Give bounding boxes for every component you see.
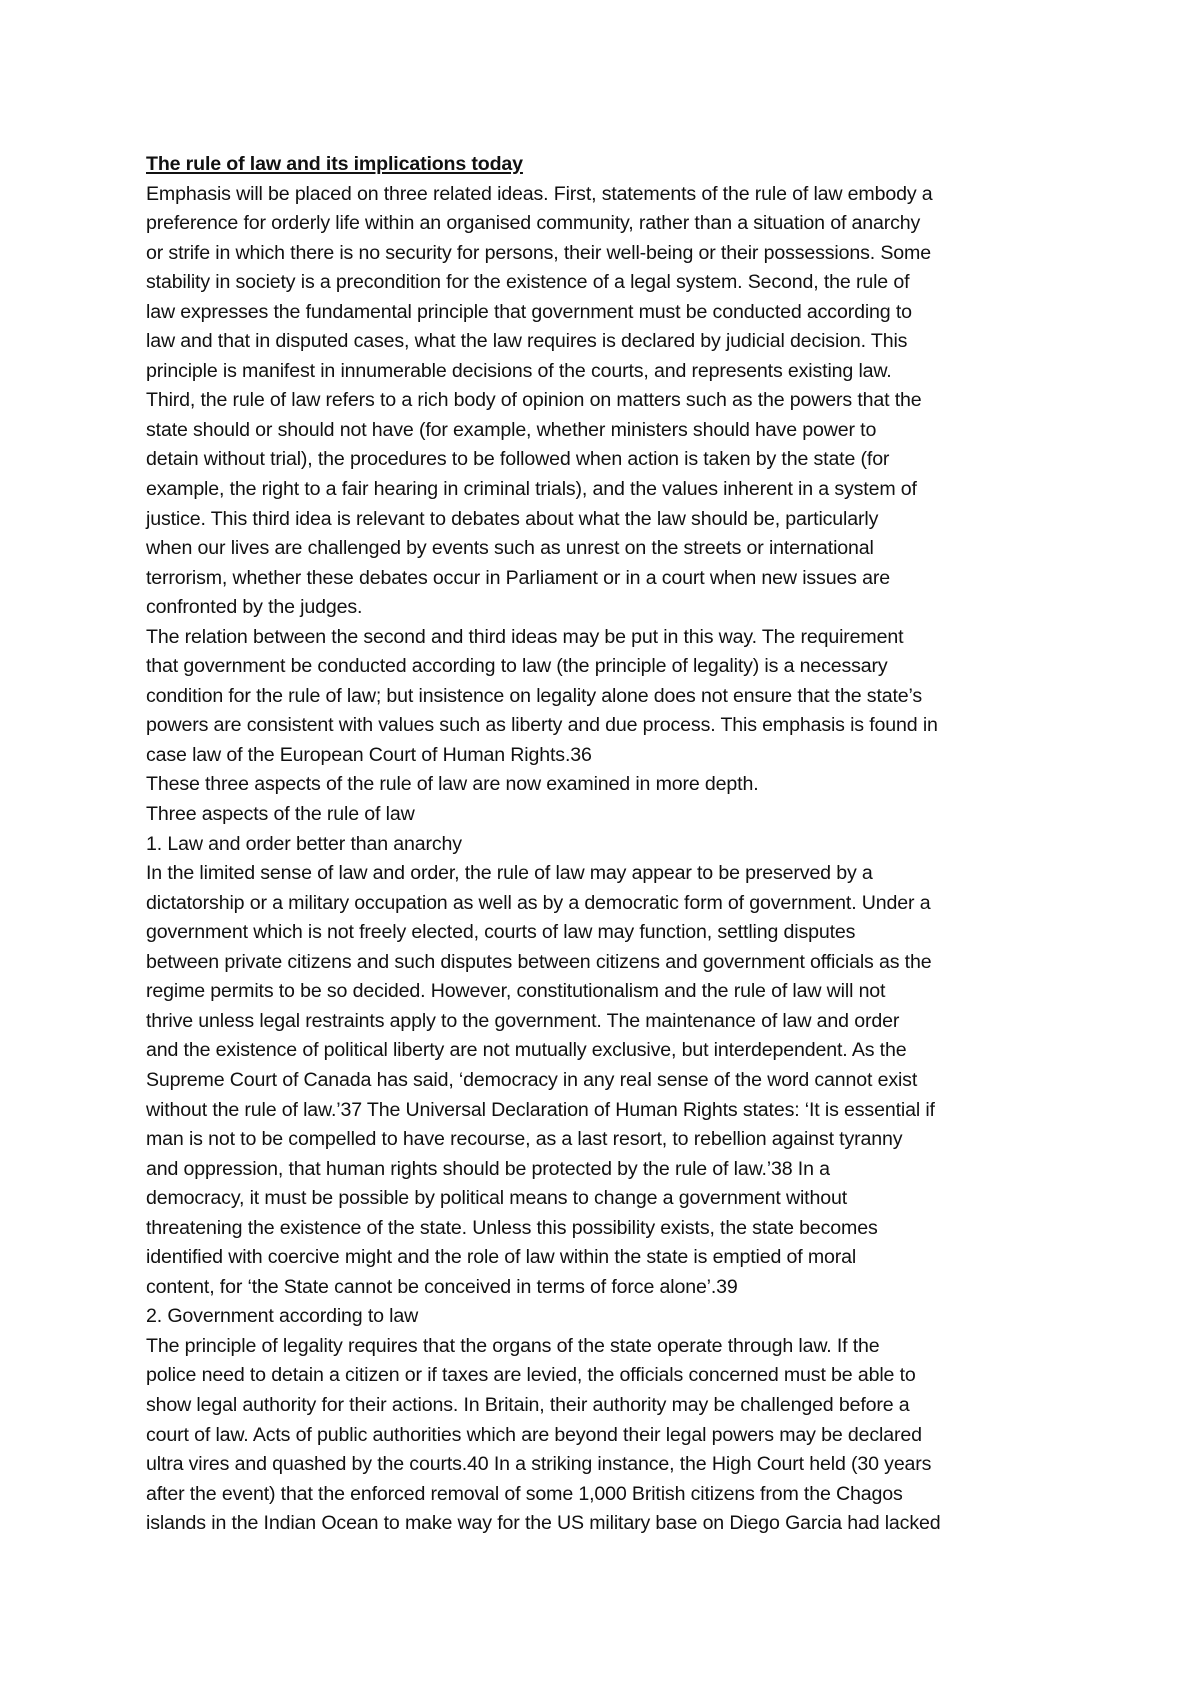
text-line: powers are consistent with values such as liberty and due process. This emphasis is found in [146, 714, 938, 737]
text-line: 1. Law and order better than anarchy [146, 832, 462, 855]
text-line: Third, the rule of law refers to a rich body of opinion on matters such as the powers that the [146, 389, 922, 412]
text-line: government which is not freely elected, courts of law may function, settling disputes [146, 921, 856, 944]
text-line: These three aspects of the rule of law are now examined in more depth. [146, 773, 759, 796]
text-line: regime permits to be so decided. However, constitutionalism and the rule of law will not [146, 980, 886, 1003]
text-line: The principle of legality requires that the organs of the state operate through law. If the [146, 1334, 880, 1357]
text-line: identified with coercive might and the role of law within the state is emptied of moral [146, 1246, 857, 1269]
text-line: Three aspects of the rule of law [146, 803, 415, 826]
text-line: detain without trial), the procedures to be followed when action is taken by the state (for [146, 448, 890, 471]
text-line: law expresses the fundamental principle that government must be conducted according to [146, 300, 912, 323]
text-line: The relation between the second and third ideas may be put in this way. The requirement [146, 625, 904, 648]
text-line: example, the right to a fair hearing in criminal trials), and the values inherent in a system of [146, 478, 917, 501]
text-line: or strife in which there is no security for persons, their well-being or their possessions. Some [146, 241, 931, 264]
text-line: Supreme Court of Canada has said, ‘democracy in any real sense of the word cannot exist [146, 1068, 918, 1091]
text-line: after the event) that the enforced removal of some 1,000 British citizens from the Chagos [146, 1482, 903, 1505]
text-line: when our lives are challenged by events such as unrest on the streets or international [146, 537, 874, 560]
text-line: between private citizens and such disputes between citizens and government officials as the [146, 950, 932, 973]
text-line: justice. This third idea is relevant to debates about what the law should be, particularly [146, 507, 879, 530]
text-line: threatening the existence of the state. Unless this possibility exists, the state becomes [146, 1216, 878, 1239]
text-line: state should or should not have (for example, whether ministers should have power to [146, 418, 877, 441]
text-line: court of law. Acts of public authorities which are beyond their legal powers may be declared [146, 1423, 922, 1446]
text-line: that government be conducted according to law (the principle of legality) is a necessary [146, 655, 888, 678]
text-line: man is not to be compelled to have recourse, as a last resort, to rebellion against tyranny [146, 1128, 903, 1151]
text-line: islands in the Indian Ocean to make way for the US military base on Diego Garcia had lacked [146, 1512, 941, 1535]
text-line: democracy, it must be possible by political means to change a government without [146, 1187, 848, 1210]
text-line: thrive unless legal restraints apply to the government. The maintenance of law and order [146, 1009, 900, 1032]
text-line: confronted by the judges. [146, 596, 363, 619]
text-line: ultra vires and quashed by the courts.40 In a striking instance, the High Court held (30 years [146, 1453, 932, 1476]
text-line: law and that in disputed cases, what the law requires is declared by judicial decision. This [146, 330, 908, 353]
text-line: police need to detain a citizen or if taxes are levied, the officials concerned must be able to [146, 1364, 916, 1387]
text-line: case law of the European Court of Human Rights.36 [146, 743, 592, 766]
text-line: and oppression, that human rights should be protected by the rule of law.’38 In a [146, 1157, 830, 1180]
document-title: The rule of law and its implications today [146, 153, 523, 175]
text-line: terrorism, whether these debates occur in Parliament or in a court when new issues are [146, 566, 890, 589]
text-line: 2. Government according to law [146, 1305, 419, 1328]
text-line: principle is manifest in innumerable decisions of the courts, and represents existing law. [146, 359, 892, 382]
text-line: and the existence of political liberty are not mutually exclusive, but interdependent. As the [146, 1039, 907, 1062]
text-line: condition for the rule of law; but insistence on legality alone does not ensure that the state’s [146, 684, 923, 707]
text-line: without the rule of law.’37 The Universal Declaration of Human Rights states: ‘It is essential if [146, 1098, 935, 1121]
document-body [146, 150, 1086, 1539]
text-line: stability in society is a precondition for the existence of a legal system. Second, the rule of [146, 271, 910, 294]
text-line: Emphasis will be placed on three related ideas. First, statements of the rule of law embody a [146, 182, 933, 205]
text-line: In the limited sense of law and order, the rule of law may appear to be preserved by a [146, 862, 873, 885]
text-line: show legal authority for their actions. In Britain, their authority may be challenged before a [146, 1393, 910, 1416]
text-line: preference for orderly life within an organised community, rather than a situation of anarchy [146, 212, 921, 235]
text-line: dictatorship or a military occupation as well as by a democratic form of government. Under a [146, 891, 931, 914]
text-line: content, for ‘the State cannot be conceived in terms of force alone’.39 [146, 1275, 738, 1298]
